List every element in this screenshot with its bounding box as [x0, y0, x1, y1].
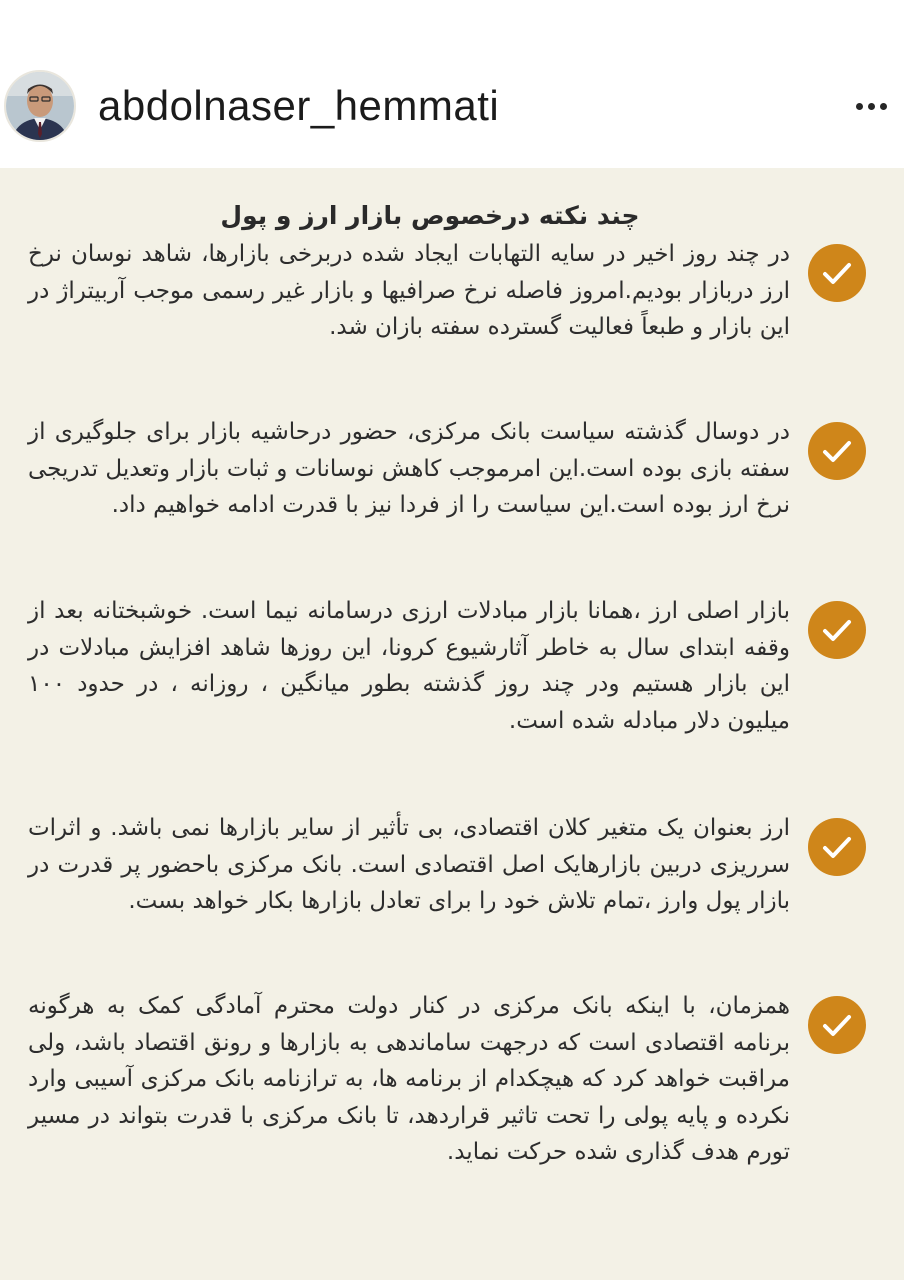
list-item — [28, 593, 878, 783]
username[interactable]: abdolnaser_hemmati — [98, 82, 500, 129]
post-header — [0, 40, 904, 169]
list-item — [28, 414, 878, 564]
status-area — [0, 0, 904, 40]
check-circle-icon — [808, 422, 866, 480]
list-item — [28, 236, 878, 386]
point-text: ارز بعنوان یک متغیر کلان اقتصادی، بی تأثیر از سایر بازارها نمی باشد. و اثرات سرریزی دربین بازارهایک اصل اقتصادی است. بانک مرکزی باحضور پر قدرت در بازار پول وارز ،تمام تلاش خود را برای تعادل بازارها بکار خواهد بست. — [28, 815, 790, 914]
point-text: بازار اصلی ارز ،همانا بازار مبادلات ارزی درسامانه نیما است. خوشبختانه بعد از وقفه ابتدای سال به خاطر آثارشیوع کرونا، این روزها شاهد افزایش مبادلات در این بازار هستیم ودر چند روز گذشته بطور میانگین ، روزانه ، در حدود ۱۰۰ میلیون دلار مبادله شده است. — [28, 598, 790, 734]
list-item — [28, 810, 878, 960]
post-title: چند نکته درخصوص بازار ارز و پول — [220, 201, 640, 230]
avatar-photo-icon — [6, 72, 74, 140]
point-text: در چند روز اخیر در سایه التهابات ایجاد شده دربرخی بازارها، شاهد نوسان نرخ ارز دربازار بودیم.امروز فاصله نرخ صرافیها و بازار غیر رسمی موجب آربیتراژ در این بازار و طبعاً فعالیت گسترده سفته بازان شد. — [28, 241, 790, 340]
point-text: در دوسال گذشته سیاست بانک مرکزی، حضور درحاشیه بازار برای جلوگیری از سفته بازی بوده است.این امرموجب کاهش نوسانات و ثبات بازار وتعدیل تدریجی نرخ ارز بوده است.این سیاست را از فردا نیز با قدرت ادامه خواهیم داد. — [28, 419, 790, 518]
more-horizontal-icon — [868, 103, 875, 110]
list-item — [28, 988, 878, 1218]
point-text: همزمان، با اینکه بانک مرکزی در کنار دولت محترم آمادگی کمک به هرگونه برنامه اقتصادی است که درجهت ساماندهی به بازارها و رونق اقتصاد باشد، ولی مراقبت خواهد کرد که هیچکدام از برنامه ها، به ترازنامه بانک مرکزی آسیبی وارد نکرده و پایه پولی را تحت تاثیر قراردهد، تا بانک مرکزی با قدرت بتواند در مسیر تورم هدف گذاری شده حرکت نماید. — [28, 993, 790, 1165]
avatar[interactable] — [4, 70, 76, 142]
check-circle-icon — [808, 601, 866, 659]
check-circle-icon — [808, 996, 866, 1054]
check-circle-icon — [808, 244, 866, 302]
check-circle-icon — [808, 818, 866, 876]
post-image — [0, 168, 904, 1280]
more-horizontal-icon — [880, 103, 887, 110]
more-horizontal-icon — [856, 103, 863, 110]
more-options-button[interactable] — [846, 86, 896, 126]
